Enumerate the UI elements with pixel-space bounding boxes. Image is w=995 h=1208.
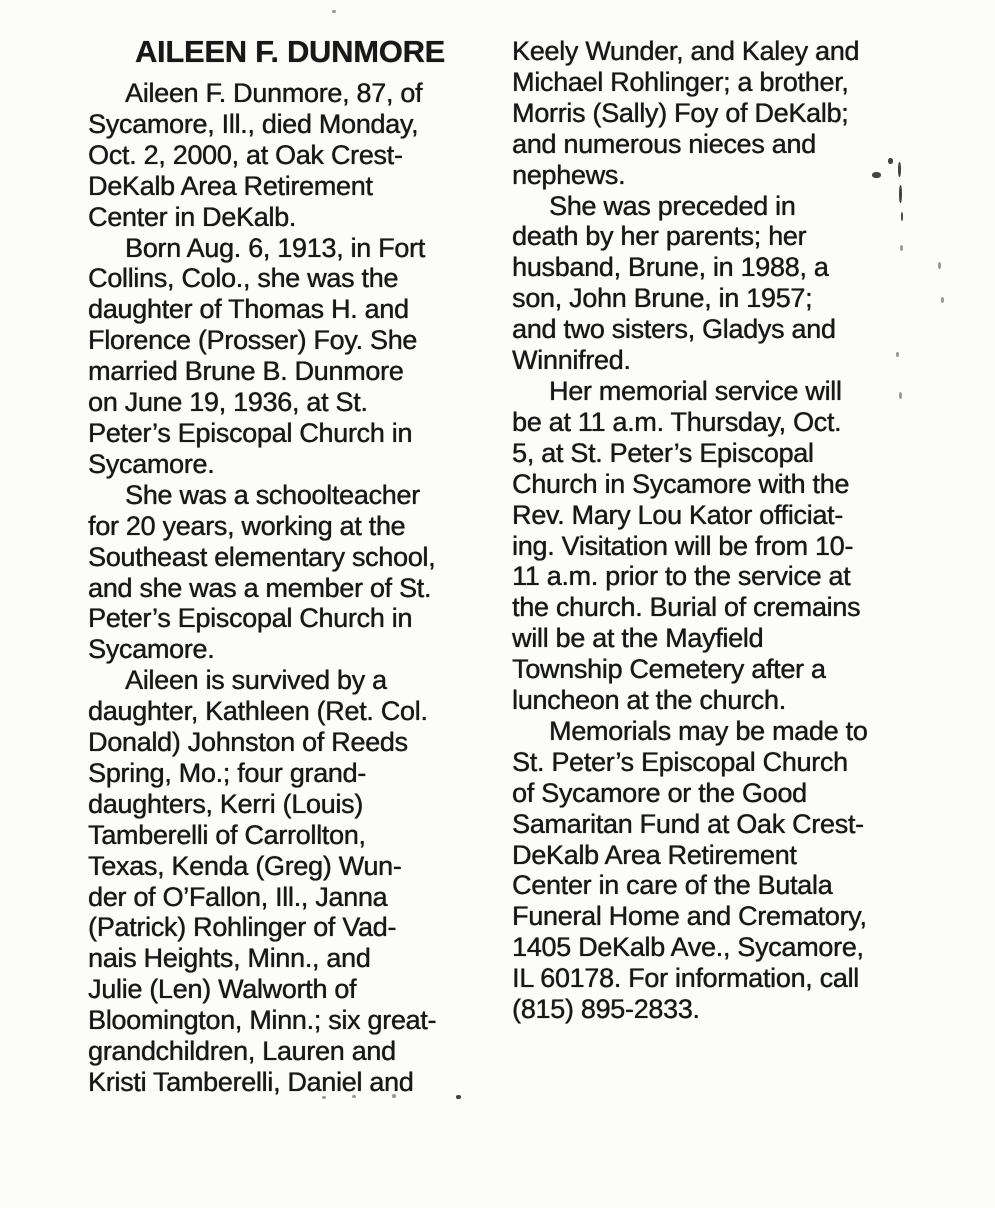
scan-speck bbox=[898, 162, 901, 177]
text-line: be at 11 a.m. Thursday, Oct. bbox=[512, 406, 842, 437]
text-line: for 20 years, working at the bbox=[88, 510, 406, 541]
text-line: and numerous nieces and bbox=[512, 128, 816, 159]
text-line: St. Peter’s Episcopal Church bbox=[512, 746, 848, 777]
text-line: nais Heights, Minn., and bbox=[88, 943, 371, 974]
text-line: Peter’s Episcopal Church in bbox=[88, 603, 413, 634]
scan-speck bbox=[938, 262, 941, 269]
text-line: Center in care of the Butala bbox=[512, 870, 833, 901]
text-line: and two sisters, Gladys and bbox=[512, 314, 836, 345]
text-line: Bloomington, Minn.; six great- bbox=[88, 1005, 437, 1036]
right-column bbox=[512, 36, 942, 1025]
text-line: the church. Burial of cremains bbox=[512, 592, 861, 623]
text-line: Julie (Len) Walworth of bbox=[88, 974, 357, 1005]
text-line: 1405 DeKalb Ave., Sycamore, bbox=[512, 932, 864, 963]
text-line: 11 a.m. prior to the service at bbox=[512, 561, 851, 592]
text-line: Florence (Prosser) Foy. She bbox=[88, 325, 418, 356]
text-line: ing. Visitation will be from 10- bbox=[512, 530, 854, 561]
text-line: Michael Rohlinger; a brother, bbox=[512, 66, 849, 97]
text-line: Southeast elementary school, bbox=[88, 541, 436, 572]
left-column bbox=[88, 33, 492, 1098]
scan-speck bbox=[872, 172, 881, 178]
text-line: Oct. 2, 2000, at Oak Crest- bbox=[88, 139, 403, 170]
scan-speck bbox=[824, 52, 828, 56]
text-line: Sycamore, Ill., died Monday, bbox=[88, 108, 419, 139]
text-line: Sycamore. bbox=[88, 448, 215, 479]
text-line: IL 60178. For information, call bbox=[512, 963, 859, 994]
text-line: Aileen is survived by a bbox=[125, 665, 387, 696]
text-line: on June 19, 1936, at St. bbox=[88, 387, 368, 418]
right-column-text bbox=[512, 36, 942, 1025]
text-line: Center in DeKalb. bbox=[88, 201, 297, 232]
scan-speck bbox=[899, 392, 902, 399]
text-line: Aileen F. Dunmore, 87, of bbox=[125, 78, 423, 108]
text-line: Samaritan Fund at Oak Crest- bbox=[512, 808, 864, 839]
left-column-text bbox=[88, 78, 492, 1098]
text-line: Morris (Sally) Foy of DeKalb; bbox=[512, 97, 849, 128]
text-line: grandchildren, Lauren and bbox=[88, 1036, 396, 1067]
text-line: death by her parents; her bbox=[512, 221, 807, 252]
text-line: Funeral Home and Crematory, bbox=[512, 901, 867, 932]
text-line: Township Cemetery after a bbox=[512, 654, 826, 685]
text-line: Her memorial service will bbox=[549, 375, 842, 406]
text-line: nephews. bbox=[512, 159, 626, 190]
text-line: Tamberelli of Carrollton, bbox=[88, 819, 366, 850]
scan-speck bbox=[888, 158, 893, 164]
text-line: Keely Wunder, and Kaley and bbox=[512, 36, 860, 66]
scan-speck bbox=[900, 245, 903, 251]
text-line: She was a schoolteacher bbox=[125, 479, 420, 510]
scan-speck bbox=[322, 1096, 326, 1099]
scan-speck bbox=[352, 1095, 356, 1098]
text-line: Winnifred. bbox=[512, 345, 631, 376]
scan-speck bbox=[456, 1095, 461, 1099]
text-line: Memorials may be made to bbox=[549, 715, 868, 746]
text-line: Kristi Tamberelli, Daniel and bbox=[88, 1067, 414, 1097]
scan-speck bbox=[941, 297, 944, 303]
text-line: DeKalb Area Retirement bbox=[88, 170, 373, 201]
text-line: der of O’Fallon, Ill., Janna bbox=[88, 881, 388, 912]
scan-speck bbox=[392, 1094, 396, 1098]
text-line: daughters, Kerri (Louis) bbox=[88, 788, 363, 819]
text-line: Rev. Mary Lou Kator officiat- bbox=[512, 499, 843, 530]
text-line: Church in Sycamore with the bbox=[512, 468, 850, 499]
text-line: son, John Brune, in 1957; bbox=[512, 283, 813, 314]
text-line: (815) 895-2833. bbox=[512, 994, 700, 1025]
scan-speck bbox=[901, 212, 903, 221]
text-line: and she was a member of St. bbox=[88, 572, 432, 603]
scan-speck bbox=[896, 352, 899, 357]
text-line: luncheon at the church. bbox=[512, 685, 786, 716]
scan-speck bbox=[332, 10, 336, 13]
text-line: Collins, Colo., she was the bbox=[88, 263, 399, 294]
text-line: Born Aug. 6, 1913, in Fort bbox=[125, 232, 425, 263]
text-line: Spring, Mo.; four grand- bbox=[88, 757, 366, 788]
obituary-title: AILEEN F. DUNMORE bbox=[134, 34, 446, 69]
text-line: of Sycamore or the Good bbox=[512, 777, 807, 808]
text-line: Donald) Johnston of Reeds bbox=[88, 727, 408, 758]
text-line: 5, at St. Peter’s Episcopal bbox=[512, 437, 814, 468]
text-line: Texas, Kenda (Greg) Wun- bbox=[88, 850, 402, 881]
text-line: DeKalb Area Retirement bbox=[512, 839, 797, 870]
text-line: She was preceded in bbox=[549, 190, 796, 221]
text-line: (Patrick) Rohlinger of Vad- bbox=[88, 912, 397, 943]
text-line: daughter of Thomas H. and bbox=[88, 294, 409, 325]
text-line: married Brune B. Dunmore bbox=[88, 356, 404, 387]
text-line: will be at the Mayfield bbox=[512, 623, 764, 654]
text-line: husband, Brune, in 1988, a bbox=[512, 252, 829, 283]
text-line: daughter, Kathleen (Ret. Col. bbox=[88, 696, 428, 727]
text-line: Sycamore. bbox=[88, 634, 215, 665]
text-line: Peter’s Episcopal Church in bbox=[88, 417, 413, 448]
scan-speck bbox=[899, 185, 902, 203]
